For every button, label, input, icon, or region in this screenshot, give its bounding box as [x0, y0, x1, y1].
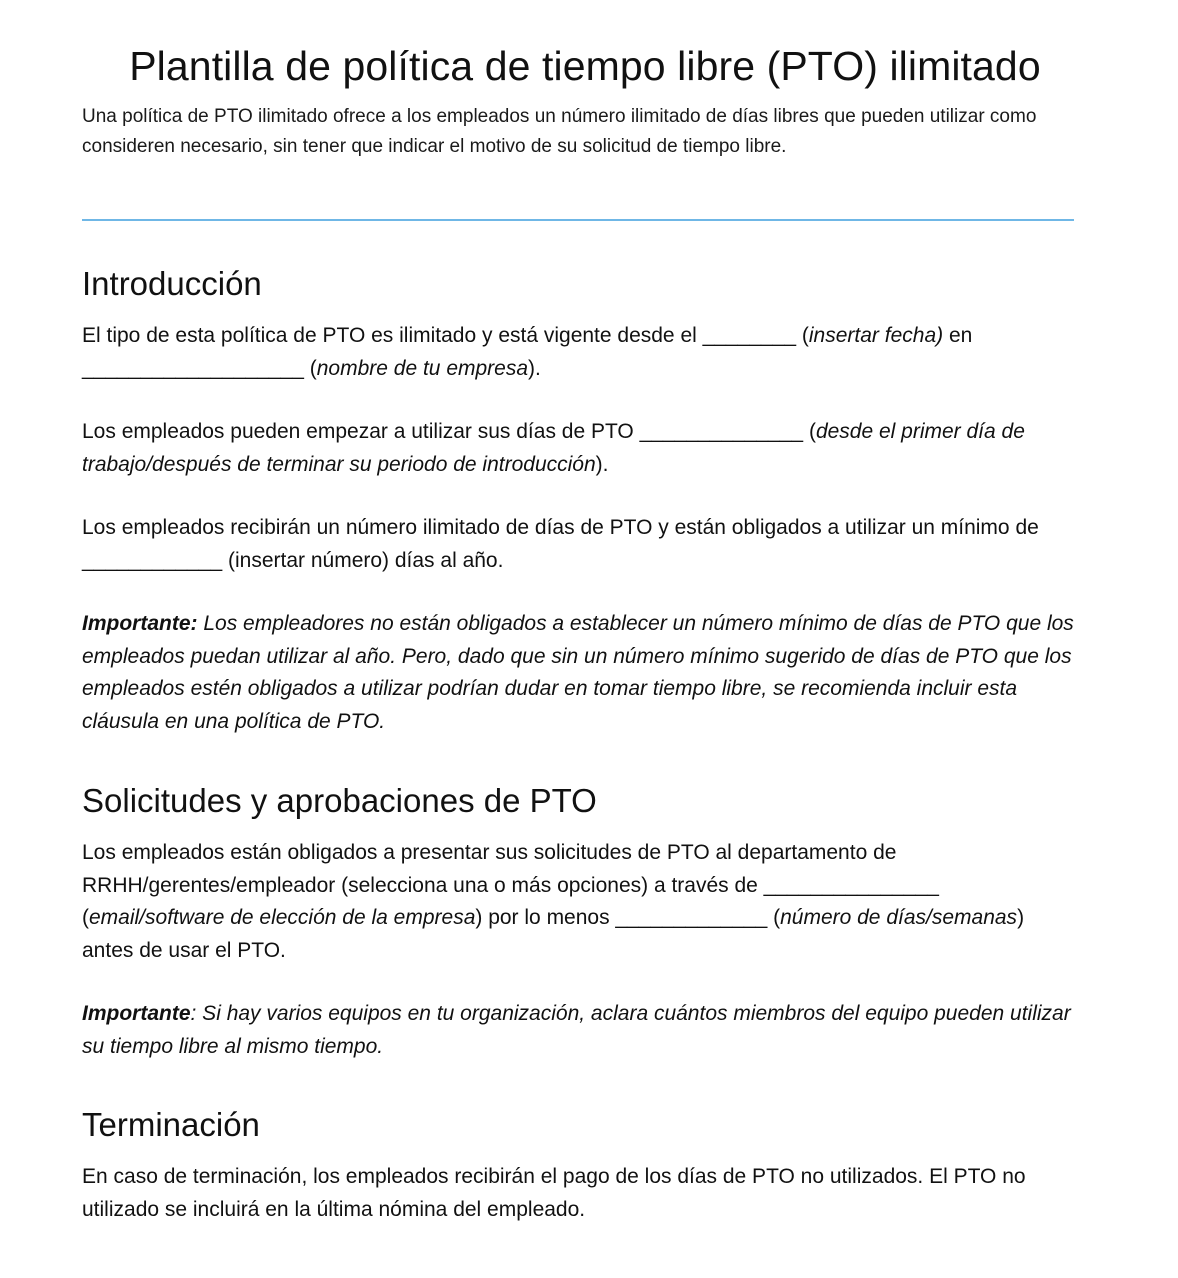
- text: ).: [595, 452, 609, 476]
- text-italic: insertar fecha): [808, 324, 944, 347]
- document-title: Plantilla de política de tiempo libre (PTO) ilimitado: [129, 43, 1041, 89]
- important-label: Importante: [82, 1002, 191, 1025]
- important-label: Importante:: [82, 612, 198, 635]
- text-italic: nombre de tu empresa: [316, 356, 529, 380]
- text: en ___________________ (: [82, 324, 973, 380]
- paragraph-terminacion: En caso de terminación, los empleados recibirán el pago de los días de PTO no utilizados. El PTO no utilizado se incluirá en la última nómina del empleado.: [82, 1165, 1026, 1221]
- paragraph-inicio-pto: [82, 416, 1082, 481]
- text-italic: número de días/semanas: [780, 906, 1018, 929]
- paragraph-vigencia: [82, 320, 1072, 385]
- text-italic: desde el primer día de trabajo/después de terminar su periodo de introducción: [82, 420, 1025, 476]
- paragraph-solicitudes: [82, 837, 1042, 967]
- text: ).: [528, 356, 541, 380]
- document-subtitle: Una política de PTO ilimitado ofrece a los empleados un número ilimitado de días libres que pueden utilizar como consideren necesario, sin tener que indicar el motivo de su solicitud de tiempo libre.: [82, 106, 1037, 157]
- section-divider: [82, 219, 1074, 221]
- text: : Si hay varios equipos en tu organización, aclara cuántos miembros del equipo pueden utilizar su tiempo libre al mismo tiempo.: [82, 1002, 1071, 1058]
- text: El tipo de esta política de PTO es ilimitado y está vigente desde el ________ (: [82, 324, 809, 347]
- paragraph-minimo-dias: Los empleados recibirán un número ilimitado de días de PTO y están obligados a utilizar un mínimo de ____________ (insertar número) días al año.: [82, 516, 1039, 572]
- heading-solicitudes: Solicitudes y aprobaciones de PTO: [82, 782, 597, 819]
- heading-introduccion: Introducción: [82, 265, 262, 302]
- text-italic: email/software de elección de la empresa: [89, 906, 476, 929]
- text: Los empleados están obligados a presentar sus solicitudes de PTO al departamento de RRHH/gerentes/empleador (selecciona una o más opciones) a través de _______________ (: [82, 841, 939, 929]
- text: ) antes de usar el PTO.: [82, 906, 1025, 962]
- text: Los empleados pueden empezar a utilizar sus días de PTO ______________ (: [82, 420, 816, 443]
- text: ) por lo menos _____________ (: [475, 906, 781, 929]
- heading-terminacion: Terminación: [82, 1106, 260, 1143]
- paragraph-importante-equipos: [82, 998, 1092, 1063]
- text: Los empleadores no están obligados a establecer un número mínimo de días de PTO que los empleados puedan utilizar al año. Pero, dado que sin un número mínimo sugerido de días de PTO que los empleados estén obligados a utilizar podrían dudar en tomar tiempo libre, se recomienda incluir esta cláusula en una política de PTO.: [82, 612, 1074, 733]
- paragraph-importante-minimo: [82, 608, 1082, 738]
